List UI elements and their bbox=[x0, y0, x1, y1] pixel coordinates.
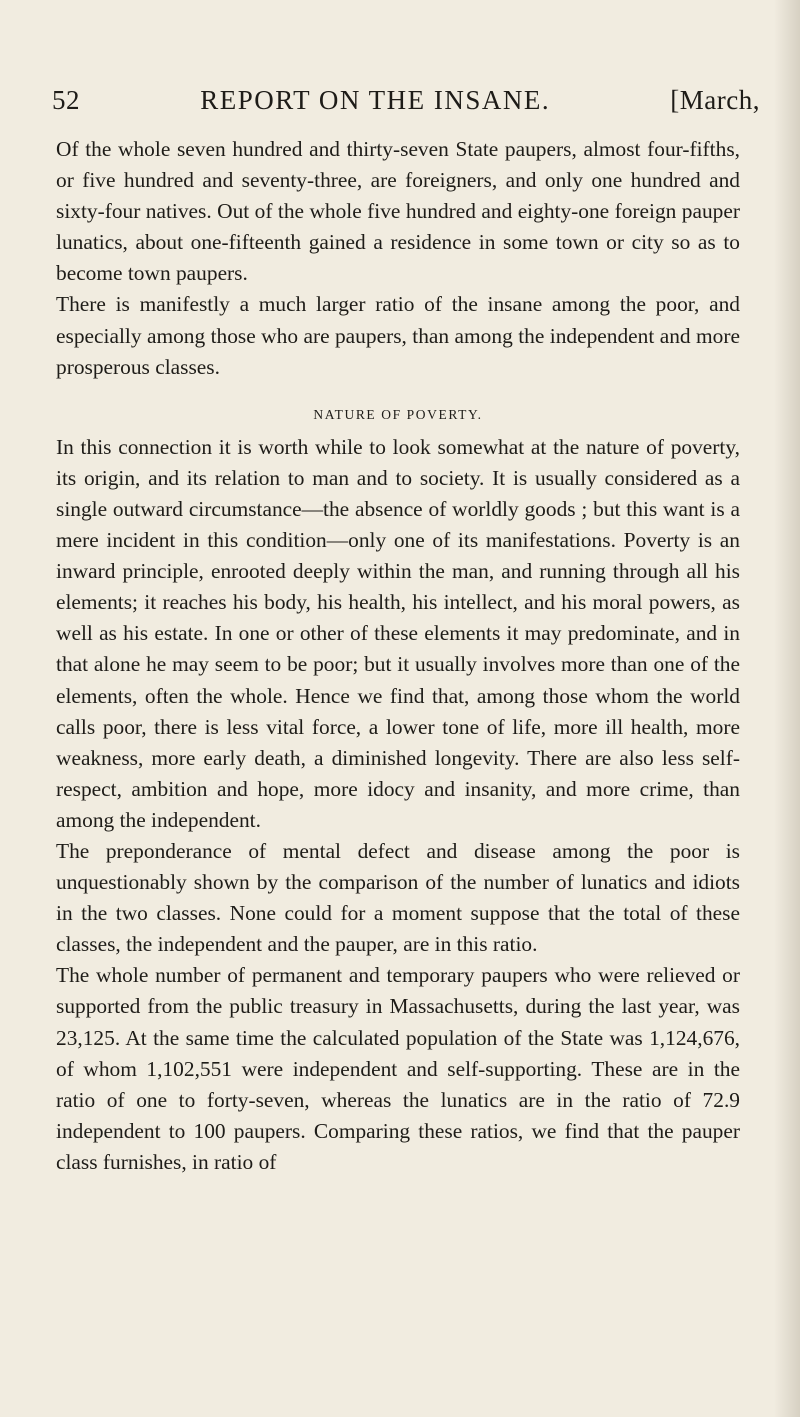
running-head-title: REPORT ON THE INSANE. bbox=[200, 85, 551, 115]
page-gutter-shadow bbox=[774, 0, 800, 1417]
paragraph: Of the whole seven hundred and thirty-seven State paupers, almost four-fifths, or five hundred and seventy-three, are foreigners, and only one hundred and sixty-four natives. Out of the whole five hundred and eighty-one foreign pauper lunatics, about one-fifteenth gained a residence in some town or city so as to become town paupers. bbox=[56, 137, 740, 286]
paragraph: The preponderance of mental defect and disease among the poor is unquestionably shown by the comparison of the number of lunatics and idiots in the two classes. None could for a moment suppose that the total of these classes, the independent and the pauper, are in this ratio. bbox=[56, 838, 740, 957]
body-text bbox=[56, 134, 740, 1178]
running-head-date: [March, bbox=[670, 85, 760, 115]
section-heading: NATURE OF POVERTY. bbox=[313, 406, 483, 422]
paragraph: There is manifestly a much larger ratio of the insane among the poor, and especially among those who are paupers, than among the independent and more prosperous classes. bbox=[56, 292, 740, 379]
page-number: 52 bbox=[52, 85, 80, 115]
running-head bbox=[52, 84, 760, 116]
paragraph: In this connection it is worth while to look somewhat at the nature of poverty, its origin, and its relation to man and to society. It is usually considered as a single outward circumstance—the absence of worldly goods ; but this want is a mere incident in this condition—only one of its manifestations. Poverty is an inward principle, enrooted deeply within the man, and running through all his elements; it reaches his body, his health, his intellect, and his moral powers, as well as his estate. In one or other of these elements it may predominate, and in that alone he may seem to be poor; but it usually involves more than one of the elements, often the whole. Hence we find that, among those whom the world calls poor, there is less vital force, a lower tone of life, more ill health, more weakness, more early death, a diminished longevity. There are also less self-respect, ambition and hope, more idocy and insanity, and more crime, than among the independent. bbox=[56, 434, 740, 832]
paragraph: The whole number of permanent and temporary paupers who were relieved or supported from the public treasury in Massachusetts, during the last year, was 23,125. At the same time the calculated population of the State was 1,124,676, of whom 1,102,551 were independent and self-supporting. These are in the ratio of one to forty-seven, whereas the lunatics are in the ratio of 72.9 independent to 100 paupers. Comparing these ratios, we find that the pauper class furnishes, in ratio of bbox=[56, 963, 740, 1174]
